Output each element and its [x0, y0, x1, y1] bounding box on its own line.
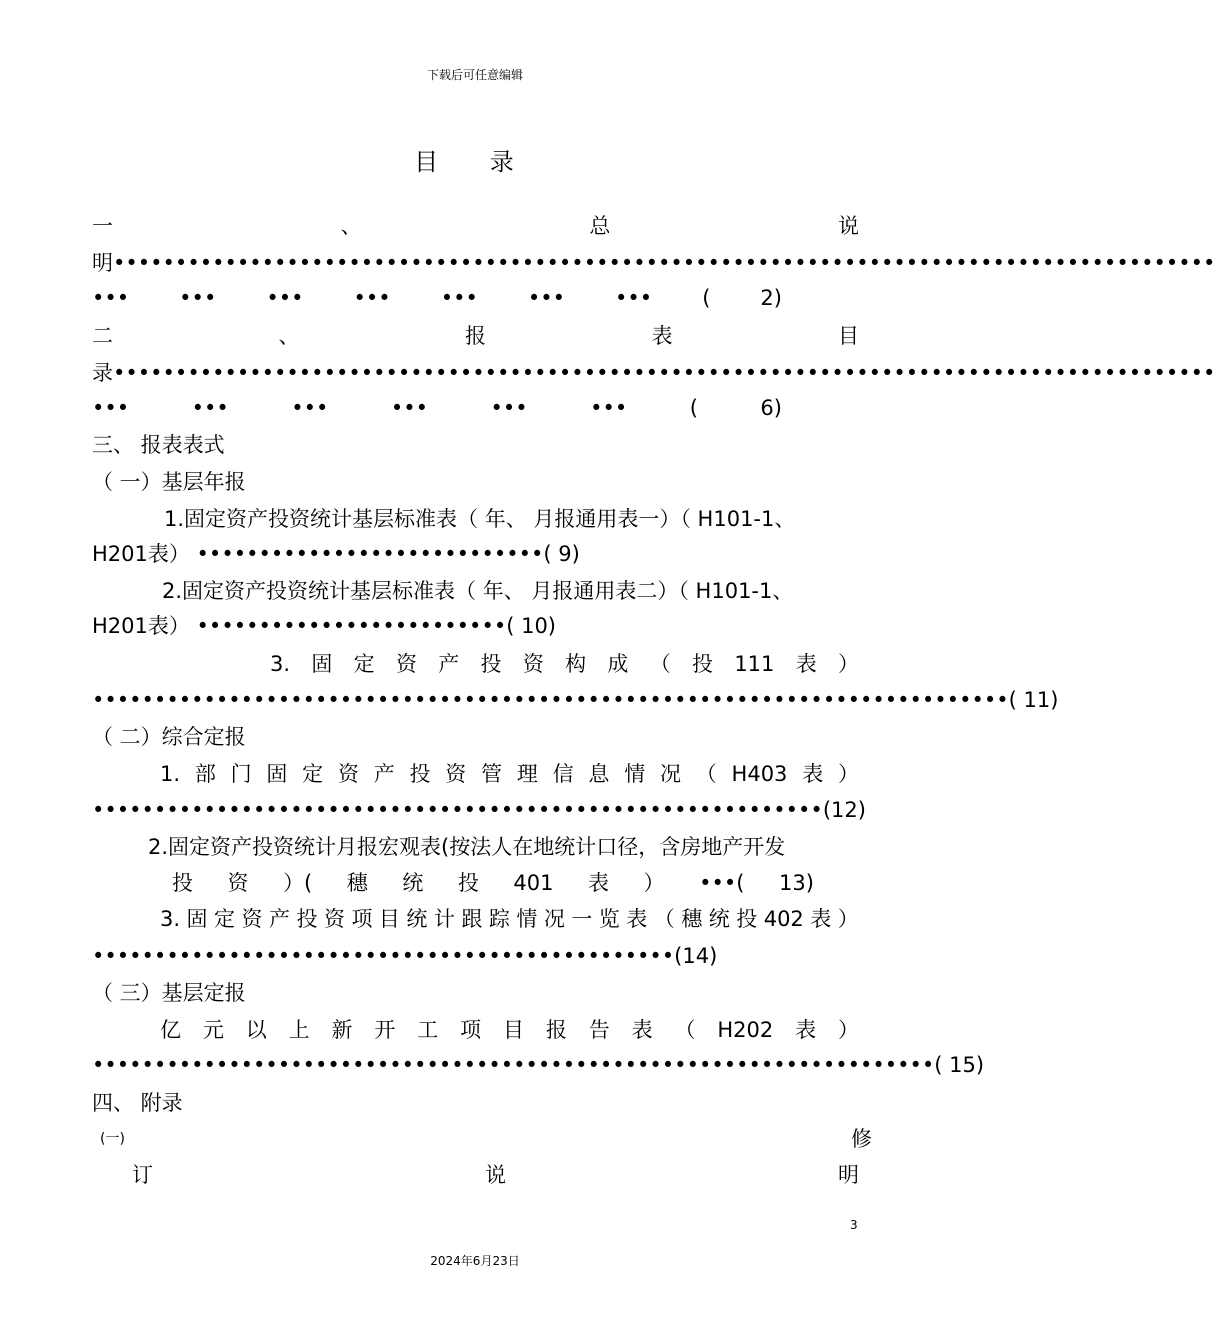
toc-line-part: 目 [378, 907, 400, 931]
toc-line-part: 产 [373, 762, 395, 786]
toc-line-part: 跟 [461, 907, 483, 931]
toc-line-part: 投 [296, 907, 318, 931]
toc-line-part: ••• [353, 286, 391, 310]
toc-line-part: •••••••••••••••••••••••••••••••••••••••••••••••( [92, 944, 683, 968]
toc-line-part: 表 [795, 652, 817, 676]
toc-line-part: 情 [516, 907, 538, 931]
toc-line-part: 统 [708, 907, 730, 931]
toc-line-part: 报 [545, 1018, 567, 1042]
toc-line [172, 868, 814, 898]
toc-line-part: 表 [626, 907, 648, 931]
page-number: 3 [850, 1218, 858, 1232]
toc-line-part: ） [837, 762, 859, 786]
toc-line-part: 定 [353, 652, 375, 676]
toc-line-part: 资 [337, 762, 359, 786]
toc-line-part: ( [822, 798, 832, 822]
toc-line-part: 资 [395, 652, 417, 676]
toc-line-part: ••••••••••••••••••••••••••••••••••••••••••••••••••••••••••• [92, 798, 823, 822]
toc-line-part: 构 [565, 652, 587, 676]
toc-line-part: （ [653, 907, 675, 931]
toc-line-part: ） [838, 1018, 859, 1042]
toc-line-part: 一 [92, 214, 113, 238]
toc-line-part: 上 [288, 1018, 310, 1042]
toc-line-part: ••• [92, 286, 130, 310]
toc-line-part: 新 [331, 1018, 353, 1042]
toc-line-part: 部 [194, 762, 216, 786]
toc-line [92, 321, 859, 351]
toc-line-part: 息 [588, 762, 610, 786]
toc-line-part: ••• [490, 396, 528, 420]
toc-line [92, 795, 866, 825]
toc-line-part: 资 [323, 907, 345, 931]
toc-line-part: 报 [465, 324, 486, 348]
toc-line-part: （ [649, 652, 671, 676]
toc-line-part: •••( [699, 871, 745, 895]
toc-line-part: 管 [481, 762, 503, 786]
footer-date: 2024年6月23日 [430, 1254, 520, 1268]
toc-line-part: 二 [92, 324, 113, 348]
toc-line-part: 3. [270, 652, 291, 676]
toc-line-part: 理 [516, 762, 538, 786]
toc-line: 录••••••••••••••••••••••••••••••••••••••••••••••••••••••••••••••••••••••••••••••••••••••••• [92, 361, 1215, 385]
page-title: 目 录 [414, 148, 536, 176]
toc-line-part: 以 [245, 1018, 267, 1042]
toc-line-part: ） [838, 652, 859, 676]
toc-line-part: 项 [460, 1018, 482, 1042]
toc-line-part: 、 [278, 324, 300, 348]
toc-line-part: 固 [266, 762, 288, 786]
toc-line [160, 759, 859, 789]
toc-line-part: 穗 [681, 907, 703, 931]
toc-line-part: 目 [503, 1018, 524, 1042]
toc-line-part: ） [643, 871, 665, 895]
toc-line-part: 况 [543, 907, 565, 931]
toc-line-part: 402 [763, 907, 804, 931]
toc-line-part: 计 [433, 907, 455, 931]
toc-line-part: 固 [186, 907, 208, 931]
toc-line-part: 表 [651, 324, 673, 348]
toc-line-part: 开 [374, 1018, 396, 1042]
toc-line-part: ••• [92, 396, 130, 420]
toc-line: （ 一）基层年报 [92, 470, 246, 494]
toc-line-part: 亿 [160, 1018, 181, 1042]
toc-line-part: H403 [731, 762, 788, 786]
toc-line [100, 1124, 872, 1154]
toc-line: （ 二）综合定报 [92, 725, 246, 749]
toc-line-part: ••• [590, 396, 628, 420]
toc-line-part: 3. [160, 907, 181, 931]
toc-line-part: 投 [736, 907, 758, 931]
toc-line-part: 元 [202, 1018, 224, 1042]
toc-line-part: 、 [340, 214, 362, 238]
toc-line [132, 1160, 859, 1190]
toc-line: 四、 附录 [92, 1091, 183, 1115]
toc-line [160, 1015, 859, 1045]
toc-line-part: 13) [778, 871, 814, 895]
toc-line-part: 订 [132, 1163, 153, 1187]
toc-line-part: 一 [571, 907, 593, 931]
toc-line-part: ••• [615, 286, 653, 310]
toc-line-part: 修 [851, 1127, 872, 1151]
toc-line-part: ••• [191, 396, 229, 420]
toc-line-part: 工 [417, 1018, 439, 1042]
toc-line: H201表） •••••••••••••••••••••••••( 10) [92, 614, 556, 638]
toc-line: H201表） ••••••••••••••••••••••••••••( 9) [92, 542, 580, 566]
toc-line-part: 111 [734, 652, 775, 676]
toc-line-part: 投 [480, 652, 502, 676]
toc-line-part: ••• [527, 286, 566, 310]
toc-line-part: 门 [230, 762, 252, 786]
toc-line-part: 资 [445, 762, 467, 786]
toc-line-part: ••• [291, 396, 329, 420]
toc-line [160, 904, 859, 934]
toc-line-part: （ [674, 1018, 696, 1042]
toc-line-part: 6) [760, 396, 782, 420]
toc-line-part: 产 [438, 652, 460, 676]
toc-line-part: 明 [838, 1163, 859, 1187]
toc-line-part: 表 [588, 871, 610, 895]
toc-line-part: 总 [589, 214, 611, 238]
toc-line [92, 211, 859, 241]
toc-line: 2.固定资产投资统计月报宏观表(按法人在地统计口径，含房地产开发 [148, 835, 786, 859]
toc-line-part: 固 [311, 652, 333, 676]
toc-line-part: 情 [624, 762, 646, 786]
toc-line-part: ••• [266, 286, 304, 310]
toc-line-part: 表 [802, 762, 824, 786]
toc-line-part: 表 [631, 1018, 653, 1042]
toc-line-part: ( [689, 396, 698, 420]
toc-line-part: （ [695, 762, 717, 786]
toc-line-part: 表 [795, 1018, 817, 1042]
toc-line-part: 投 [172, 871, 193, 895]
toc-line-part: H202 [717, 1018, 774, 1042]
toc-line-part: 投 [457, 871, 479, 895]
toc-line-part: 定 [302, 762, 324, 786]
toc-line-part: 12) [831, 798, 866, 822]
toc-line-part: 说 [485, 1163, 506, 1187]
toc-line-part: 告 [588, 1018, 610, 1042]
toc-line: （ 三）基层定报 [92, 981, 246, 1005]
toc-line-part: 14) [682, 944, 718, 968]
toc-line-part: 说 [837, 214, 859, 238]
toc-line: ••••••••••••••••••••••••••••••••••••••••••••••••••••••••••••••••••••••••••( 11) [92, 688, 1059, 712]
toc-line-part: ）( [283, 871, 313, 895]
toc-line-part: 资 [522, 652, 544, 676]
toc-line: 三、 报表表式 [92, 433, 225, 457]
toc-line: ••••••••••••••••••••••••••••••••••••••••••••••••••••••••••••••••••••( 15) [92, 1053, 985, 1077]
toc-line-part: 穗 [346, 871, 368, 895]
toc-line-part: 投 [409, 762, 431, 786]
toc-line-part: ） [837, 907, 859, 931]
toc-line-part: ••• [390, 396, 429, 420]
toc-line-part: 统 [406, 907, 428, 931]
toc-line-part: 览 [598, 907, 620, 931]
toc-line-part: 信 [552, 762, 574, 786]
toc-line-part: 成 [607, 652, 629, 676]
toc-line: 2.固定资产投资统计基层标准表（ 年、 月报通用表二）（ H101-1、 [162, 579, 794, 603]
toc-line: 明••••••••••••••••••••••••••••••••••••••••••••••••••••••••••••••••••••••••••••••••••••••••• [92, 251, 1215, 275]
toc-line-part: 项 [351, 907, 373, 931]
toc-line-part: 投 [692, 652, 714, 676]
toc-line-part: 踪 [488, 907, 510, 931]
toc-line-part: 产 [268, 907, 290, 931]
toc-line-part: (一) [100, 1131, 125, 1147]
toc-line-part: 1. [160, 762, 181, 786]
toc-line: 1.固定资产投资统计基层标准表（ 年、 月报通用表一）（ H101-1、 [164, 507, 796, 531]
page-header: 下载后可任意编辑 [426, 68, 523, 82]
toc-line-part: 况 [659, 762, 681, 786]
toc-line [270, 649, 859, 679]
toc-line [92, 393, 782, 423]
toc-line [92, 941, 718, 971]
toc-line-part: ••• [440, 286, 478, 310]
toc-line-part: 表 [810, 907, 832, 931]
toc-line-part: 资 [227, 871, 249, 895]
toc-line-part: 定 [214, 907, 236, 931]
toc-line-part: ••• [179, 286, 217, 310]
toc-line [92, 283, 782, 313]
toc-line-part: 统 [402, 871, 424, 895]
toc-line-part: 401 [513, 871, 554, 895]
toc-line-part: 目 [838, 324, 859, 348]
toc-line-part: 资 [241, 907, 263, 931]
toc-line-part: 2) [760, 286, 782, 310]
toc-line-part: ( [702, 286, 711, 310]
